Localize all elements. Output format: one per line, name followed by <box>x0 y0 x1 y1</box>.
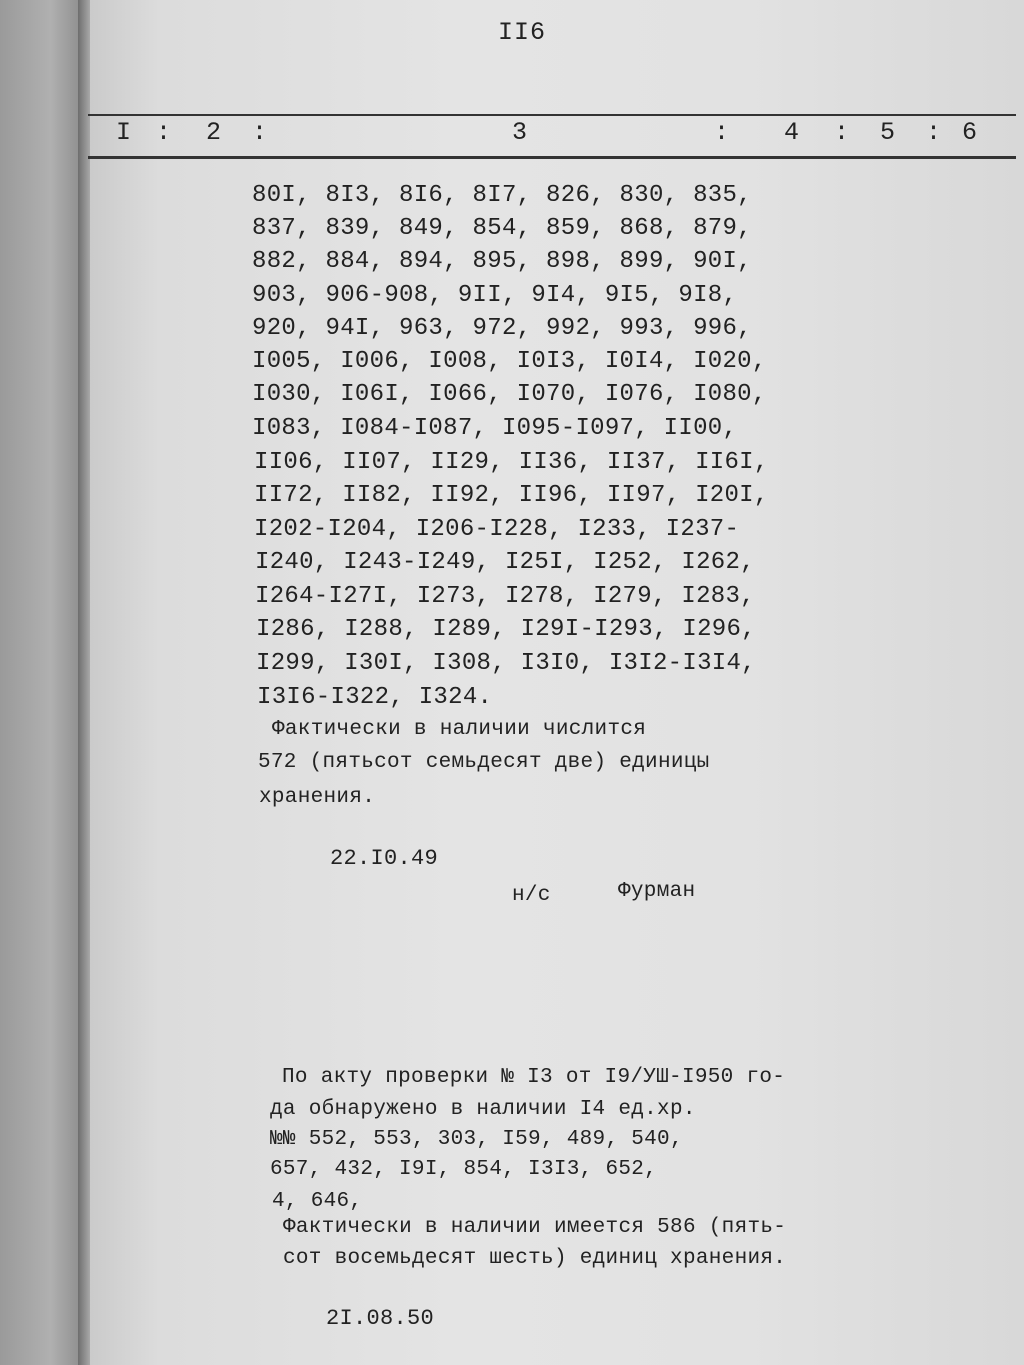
list-line: I3I6-I322, I324. <box>257 684 493 711</box>
list-line: II06, II07, II29, II36, II37, II6I, <box>254 449 769 476</box>
list-line: I264-I27I, I273, I278, I279, I283, <box>255 583 755 610</box>
list-line: I286, I288, I289, I29I-I293, I296, <box>256 616 756 643</box>
record-text-line: 4, 646, <box>272 1190 363 1213</box>
list-line: I083, I084-I087, I095-I097, II00, <box>252 415 738 442</box>
list-line: 903, 906-908, 9II, 9I4, 9I5, 9I8, <box>252 282 738 309</box>
header-rule-bottom <box>88 156 1016 159</box>
record-date: 2I.08.50 <box>326 1306 435 1331</box>
record-text-line: Фактически в наличии числится <box>272 718 647 741</box>
page-number: II6 <box>498 18 547 47</box>
record-text-line: По акту проверки № I3 от I9/УШ-I950 го- <box>282 1066 786 1089</box>
list-line: 80I, 8I3, 8I6, 8I7, 826, 830, 835, <box>252 182 752 209</box>
record-date: 22.I0.49 <box>330 846 439 871</box>
list-line: 882, 884, 894, 895, 898, 899, 90I, <box>252 248 752 275</box>
signature-name: Фурман <box>618 880 696 903</box>
header-rule-top <box>88 114 1016 116</box>
list-line: I005, I006, I008, I0I3, I0I4, I020, <box>252 348 767 375</box>
list-line: 920, 94I, 963, 972, 992, 993, 996, <box>252 315 752 342</box>
list-line: I299, I30I, I308, I3I0, I3I2-I3I4, <box>256 650 756 677</box>
column-header-3: 3 <box>512 118 528 147</box>
list-line: I202-I204, I206-I228, I233, I237- <box>254 516 740 543</box>
book-spine <box>78 0 90 1365</box>
column-separator: : <box>156 118 172 147</box>
facing-page-edge <box>0 0 84 1365</box>
record-text-line: 572 (пятьсот семьдесят две) единицы <box>258 751 710 774</box>
column-header-4: 4 <box>784 118 800 147</box>
list-line: II72, II82, II92, II96, II97, I20I, <box>254 482 769 509</box>
column-separator: : <box>926 118 942 147</box>
column-separator: : <box>834 118 850 147</box>
list-line: 837, 839, 849, 854, 859, 868, 879, <box>252 215 752 242</box>
list-line: I240, I243-I249, I25I, I252, I262, <box>255 549 755 576</box>
list-line: I030, I06I, I066, I070, I076, I080, <box>252 381 767 408</box>
record-text-line: Фактически в наличии имеется 586 (пять- <box>283 1216 787 1239</box>
record-text-line: №№ 552, 553, 303, I59, 489, 540, <box>270 1128 683 1151</box>
column-header-1: I <box>116 118 132 147</box>
column-header-2: 2 <box>206 118 222 147</box>
column-separator: : <box>714 118 730 147</box>
record-text-line: хранения. <box>259 786 376 809</box>
record-text-line: 657, 432, I9I, 854, I3I3, 652, <box>270 1158 658 1181</box>
record-text-line: да обнаружено в наличии I4 ед.хр. <box>270 1098 696 1121</box>
column-header-6: 6 <box>962 118 978 147</box>
column-separator: : <box>252 118 268 147</box>
record-text-line: сот восемьдесят шесть) единиц хранения. <box>283 1247 787 1270</box>
signature-prefix: н/с <box>512 884 551 907</box>
column-header-5: 5 <box>880 118 896 147</box>
